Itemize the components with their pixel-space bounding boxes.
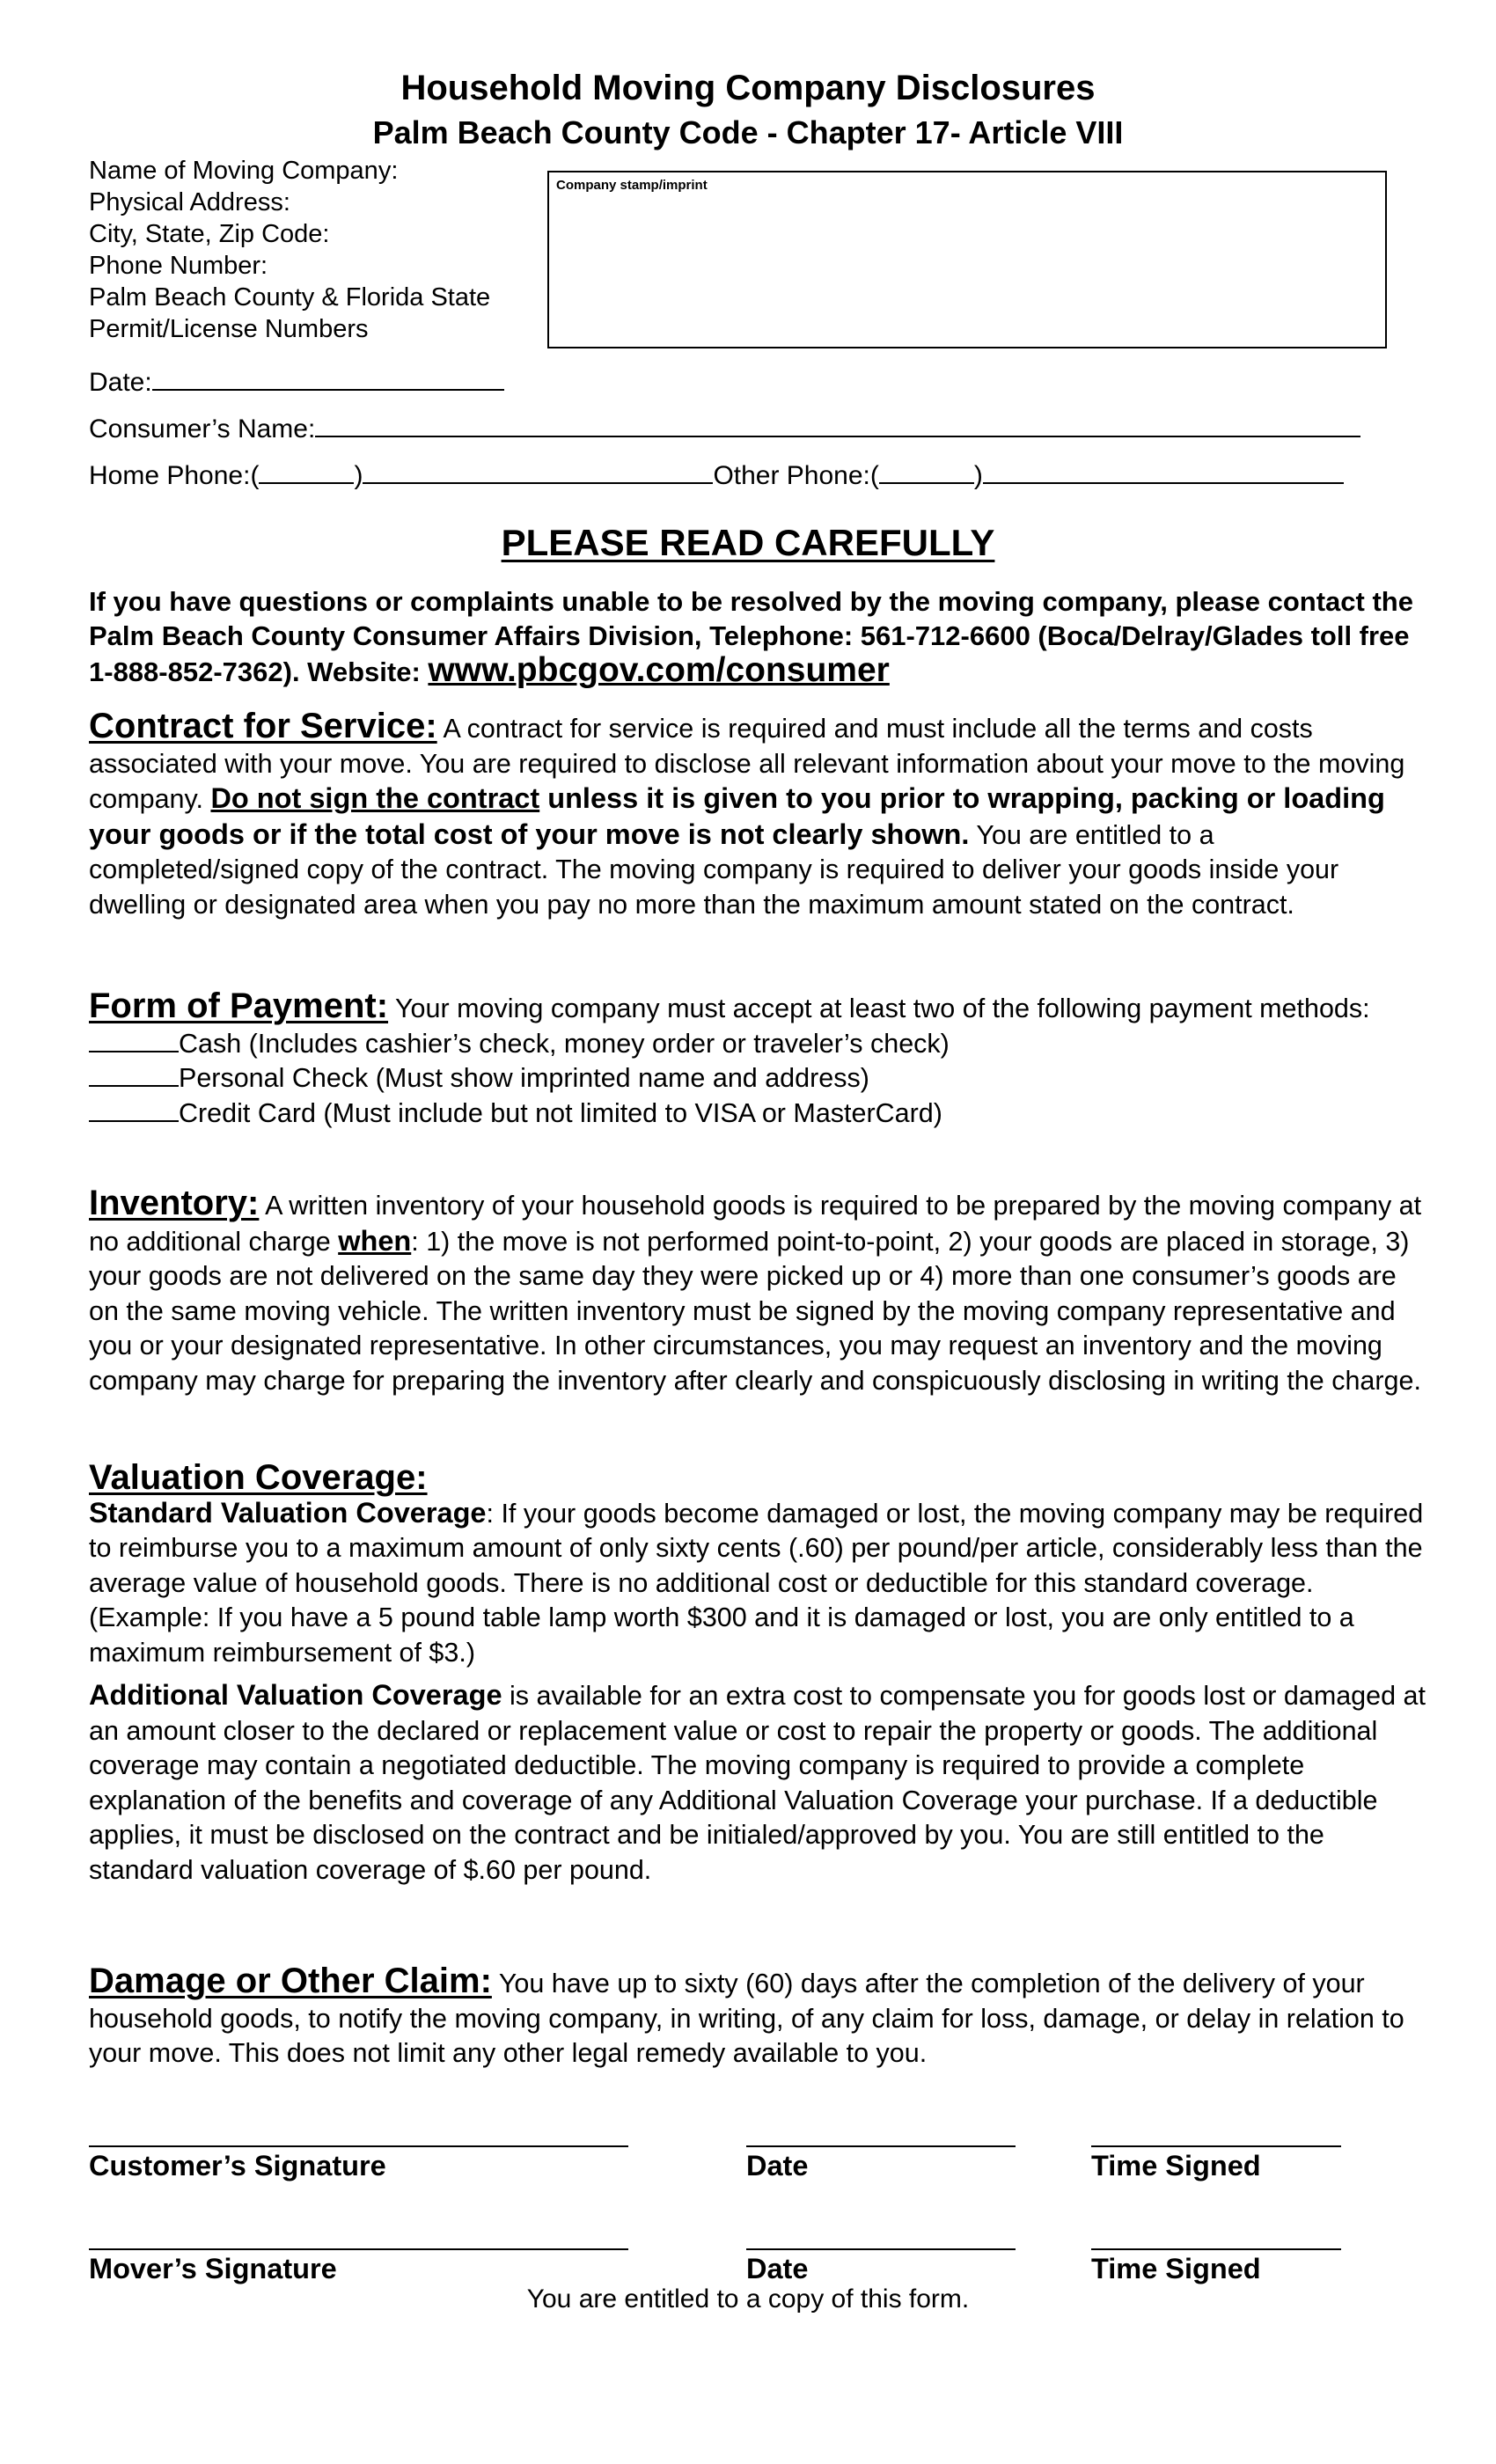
customer-time-label: Time Signed <box>1091 2150 1261 2182</box>
footer-note: You are entitled to a copy of this form. <box>526 2284 970 2314</box>
claim-text: You have up to sixty (60) days after the completion of the delivery of your household goods, to notify the moving company, in writing, of any claim for loss, damage, or delay in relation to your move. This does not limit any other legal remedy available to you. <box>89 1969 1404 2068</box>
please-read-text: PLEASE READ CAREFULLY <box>501 522 995 563</box>
date-field <box>89 366 504 398</box>
contract-text-1: A contract for service is required and must include all the terms and costs associated with your move. You are required to disclose all relevant information about your move to the moving company. <box>89 714 1405 814</box>
company-stamp-box[interactable] <box>547 171 1387 348</box>
mover-date-label: Date <box>746 2253 809 2284</box>
date-input-line[interactable] <box>152 366 504 391</box>
mover-signature-line[interactable] <box>89 2248 628 2250</box>
cash-option-label: Cash (Includes cashier’s check, money order or traveler’s check) <box>179 1028 950 1059</box>
valuation-section <box>89 1458 1426 1888</box>
claim-section <box>89 1964 1426 2072</box>
mover-signature-label: Mover’s Signature <box>89 2253 337 2284</box>
customer-signature-label: Customer’s Signature <box>89 2150 386 2182</box>
do-not-sign-text: Do not sign the contract <box>210 782 540 814</box>
contract-section <box>89 709 1426 922</box>
website-link[interactable]: www.pbcgov.com/consumer <box>428 651 890 689</box>
inventory-section <box>89 1186 1426 1398</box>
cash-check-line[interactable] <box>89 1030 179 1052</box>
inventory-text-2: : 1) the move is not performed point-to-point, 2) your goods are placed in storage, 3) your goods are not delivered on the same day they were picked up or 4) more than one consumer’s goods are on the same moving vehicle. The written inventory must be signed by the moving company representative and you or your designated representative. In other circumstances, you may request an inventory and the moving company may charge for preparing the inventory after clearly and conspicuously disclosing in writing the charge. <box>89 1226 1421 1396</box>
please-read-heading <box>0 522 1496 564</box>
contract-heading: Contract for Service: <box>89 707 437 745</box>
additional-valuation-paragraph <box>89 1678 1426 1888</box>
other-phone-label: Other Phone:( <box>713 461 879 490</box>
date-label: Date: <box>89 368 152 397</box>
customer-date-label: Date <box>746 2150 809 2182</box>
credit-card-line[interactable] <box>89 1099 179 1122</box>
additional-valuation-label: Additional Valuation Coverage <box>89 1679 502 1711</box>
credit-card-option-label: Credit Card (Must include but not limited to VISA or MasterCard) <box>179 1097 942 1128</box>
consumer-name-input-line[interactable] <box>315 413 1360 437</box>
home-phone-number-line[interactable] <box>363 459 713 484</box>
payment-option-credit <box>89 1096 1426 1132</box>
standard-valuation-label: Standard Valuation Coverage <box>89 1496 487 1529</box>
customer-time-line[interactable] <box>1091 2145 1341 2147</box>
physical-address-label: Physical Address: <box>89 188 290 216</box>
contact-paragraph <box>89 584 1426 689</box>
customer-signature-line[interactable] <box>89 2145 628 2147</box>
consumer-name-label: Consumer’s Name: <box>89 414 316 444</box>
form-subtitle: Palm Beach County Code - Chapter 17- Article VIII <box>372 114 1124 150</box>
claim-heading: Damage or Other Claim: <box>89 1962 492 2000</box>
other-phone-paren: ) <box>973 461 983 490</box>
payment-text: Your moving company must accept at least two of the following payment methods: <box>388 994 1370 1023</box>
city-state-zip-label: City, State, Zip Code: <box>89 220 330 248</box>
inventory-text-1: A written inventory of your household goods is required to be prepared by the moving company at no additional charge <box>89 1191 1422 1257</box>
phone-number-label: Phone Number: <box>89 252 268 280</box>
contract-emphasis-text: unless it is given to you prior to wrapping, packing or loading your goods or if the total cost of your move is not clearly shown. <box>89 782 1385 850</box>
customer-date-line[interactable] <box>746 2145 1016 2147</box>
valuation-heading: Valuation Coverage: <box>89 1458 428 1497</box>
home-phone-paren: ) <box>354 461 363 490</box>
home-phone-area-code-line[interactable] <box>259 459 354 484</box>
other-phone-number-line[interactable] <box>983 459 1344 484</box>
contact-text: If you have questions or complaints unable to be resolved by the moving company, please contact the Palm Beach County Consumer Affairs Division, Telephone: 561-712-6600 (Boca/Delray/Glades toll free 1-888-852-7362). Website: <box>89 586 1413 687</box>
additional-valuation-text: is available for an extra cost to compensate you for goods lost or damaged at an amount closer to the declared or replacement value or cost to repair the property or goods. The additional coverage may contain a negotiated deductible. The moving company is required to provide a complete explanation of the benefits and coverage of any Additional Valuation Coverage your purchase. If a deductible applies, it must be disclosed on the contract and be initialed/approved by you. You are still entitled to the standard valuation coverage of $.60 per pound. <box>89 1681 1426 1885</box>
payment-option-cash <box>89 1027 1426 1062</box>
mover-time-label: Time Signed <box>1091 2253 1261 2284</box>
inventory-when-text: when <box>338 1224 412 1257</box>
company-info-labels <box>89 155 490 345</box>
mover-time-line[interactable] <box>1091 2248 1341 2250</box>
consumer-name-field <box>89 413 1360 444</box>
inventory-heading: Inventory: <box>89 1184 260 1222</box>
standard-valuation-paragraph <box>89 1496 1426 1671</box>
payment-section <box>89 986 1426 1131</box>
form-title: Household Moving Company Disclosures <box>400 69 1096 107</box>
stamp-label: Company stamp/imprint <box>556 178 708 193</box>
other-phone-area-code-line[interactable] <box>879 459 974 484</box>
payment-option-check <box>89 1061 1426 1096</box>
payment-heading: Form of Payment: <box>89 986 389 1025</box>
company-name-label: Name of Moving Company: <box>89 157 399 185</box>
contract-text-2: You are entitled to a completed/signed copy of the contract. The moving company is required to deliver your goods inside your dwelling or designated area when you pay no more than the maximum amount stated on the contract. <box>89 819 1339 920</box>
personal-check-option-label: Personal Check (Must show imprinted name and address) <box>179 1063 869 1093</box>
permit-label-line1: Palm Beach County & Florida State <box>89 283 491 312</box>
mover-date-line[interactable] <box>746 2248 1016 2250</box>
personal-check-line[interactable] <box>89 1064 179 1087</box>
standard-valuation-text: : If your goods become damaged or lost, the moving company may be required to reimburse you to a maximum amount of only sixty cents (.60) per pound/per article, considerably less than the average value of household goods. There is no additional cost or deductible for this standard coverage. (Example: If you have a 5 pound table lamp worth $300 and it is damaged or lost, you are only entitled to a maximum reimbursement of $3.) <box>89 1498 1424 1668</box>
phone-fields <box>89 459 1344 491</box>
home-phone-label: Home Phone:( <box>89 461 260 490</box>
permit-label-line2: Permit/License Numbers <box>89 315 369 343</box>
